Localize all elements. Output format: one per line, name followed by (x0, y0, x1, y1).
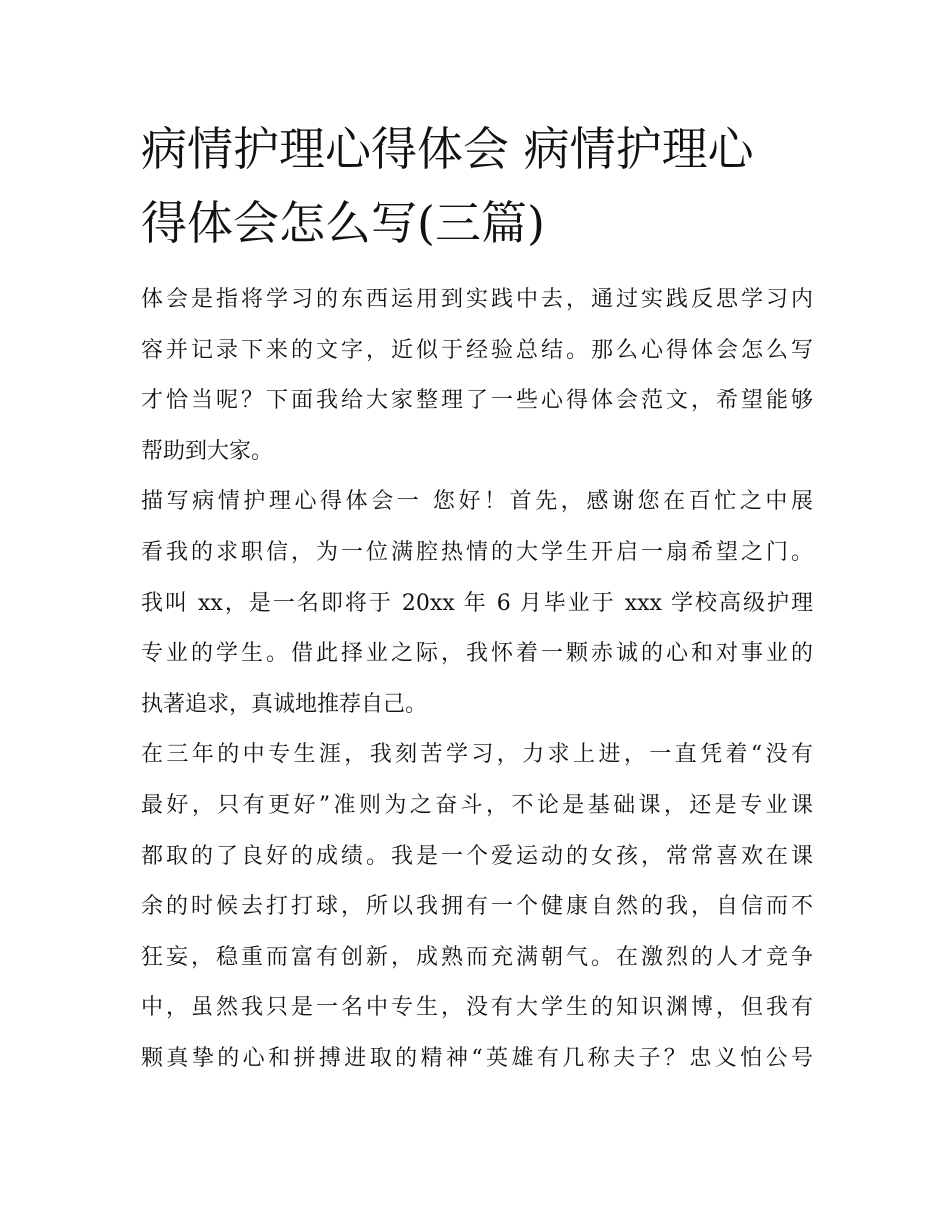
paragraph-school-life (141, 730, 813, 1084)
title-line: 得体会怎么写(三篇) (141, 196, 545, 250)
text-line: 容并记录下来的文字，近似于经验总结。那么心得体会怎么写 (141, 337, 813, 363)
text-line: 中，虽然我只是一名中专生，没有大学生的知识渊博，但我有 (141, 995, 813, 1021)
document-page (141, 112, 813, 1085)
text-line: 在三年的中专生涯，我刻苦学习，力求上进，一直凭着“没有 (141, 742, 813, 768)
title-line: 病情护理心得体会 病情护理心 (141, 122, 754, 176)
text-line: 专业的学生。借此择业之际，我怀着一颗赤诚的心和对事业的 (141, 641, 813, 667)
text-line: 帮助到大家。 (141, 438, 274, 464)
text-line: 看我的求职信，为一位满腔热情的大学生开启一扇希望之门。 (141, 539, 813, 565)
text-line: 体会是指将学习的东西运用到实践中去，通过实践反思学习内 (141, 287, 813, 312)
text-line: 余的时候去打打球，所以我拥有一个健康自然的我，自信而不 (141, 894, 813, 920)
text-line: 执著追求，真诚地推荐自己。 (141, 691, 428, 717)
document-body (141, 275, 813, 1085)
document-title (141, 112, 813, 260)
paragraph-letter-opening (141, 477, 813, 730)
text-line: 狂妄，稳重而富有创新，成熟而充满朝气。在激烈的人才竞争 (141, 944, 813, 970)
text-line: 我叫 xx，是一名即将于 20xx 年 6 月毕业于 xxx 学校高级护理 (141, 590, 813, 616)
paragraph-intro (141, 275, 813, 477)
text-line: 最好，只有更好”准则为之奋斗，不论是基础课，还是专业课 (141, 792, 813, 818)
text-line: 都取的了良好的成绩。我是一个爱运动的女孩，常常喜欢在课 (141, 843, 813, 869)
text-line: 描写病情护理心得体会一 您好！首先，感谢您在百忙之中展 (141, 489, 813, 515)
text-line: 才恰当呢？下面我给大家整理了一些心得体会范文，希望能够 (141, 388, 813, 414)
text-line: 颗真挚的心和拼搏进取的精神“英雄有几称夫子？忠义怕公号 (141, 1045, 813, 1071)
